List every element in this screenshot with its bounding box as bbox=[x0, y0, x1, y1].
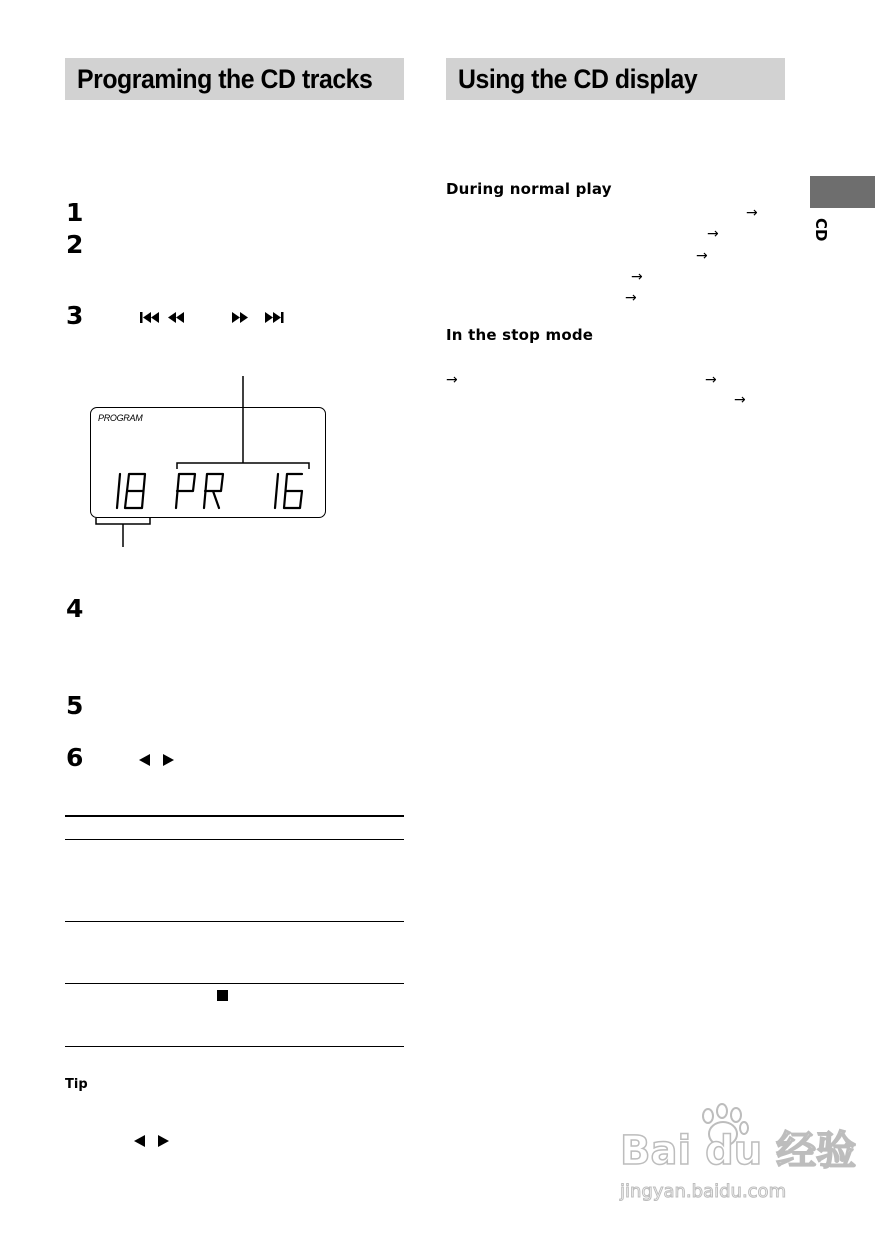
side-tab-label-text: CD bbox=[812, 218, 830, 242]
watermark-url: jingyan.baidu.com bbox=[620, 1181, 787, 1202]
step-number-4: 4 bbox=[66, 594, 84, 623]
baidu-watermark-logo bbox=[618, 1102, 857, 1202]
table-header-rule bbox=[65, 839, 404, 840]
stop-mode-heading: In the stop mode bbox=[446, 326, 594, 344]
watermark-brand: Bai du 经验 bbox=[620, 1128, 857, 1174]
section-title-programing bbox=[65, 58, 404, 100]
side-tab-marker bbox=[810, 176, 875, 208]
step-number-2: 2 bbox=[66, 230, 84, 259]
segment-readout bbox=[108, 468, 318, 516]
step-number-5: 5 bbox=[66, 691, 84, 720]
arrow-icon: → bbox=[705, 372, 717, 388]
skip-search-buttons-icon bbox=[138, 309, 298, 327]
play-pause-icon bbox=[138, 752, 188, 768]
section-title-cd-display-text: Using the CD display bbox=[458, 63, 698, 94]
arrow-icon: → bbox=[696, 248, 708, 264]
table-bottom-rule bbox=[65, 1046, 404, 1047]
normal-play-heading: During normal play bbox=[446, 180, 612, 198]
program-indicator: PROGRAM bbox=[98, 413, 143, 423]
step-number-1: 1 bbox=[66, 198, 84, 227]
tip-label: Tip bbox=[65, 1077, 88, 1092]
tip-play-pause-icon bbox=[133, 1133, 183, 1149]
arrow-icon: → bbox=[746, 205, 758, 221]
section-title-cd-display bbox=[446, 58, 785, 100]
table-row-rule bbox=[65, 921, 404, 922]
arrow-icon: → bbox=[446, 372, 458, 388]
segment-readout-text: 18 PR 16 bbox=[108, 468, 113, 469]
section-title-programing-text: Programing the CD tracks bbox=[77, 63, 373, 94]
arrow-icon: → bbox=[734, 392, 746, 408]
table-row-rule bbox=[65, 983, 404, 984]
step-number-3: 3 bbox=[66, 301, 84, 330]
arrow-icon: → bbox=[707, 226, 719, 242]
table-top-rule bbox=[65, 815, 404, 817]
arrow-icon: → bbox=[631, 269, 643, 285]
stop-icon bbox=[217, 990, 228, 1001]
step-number-6: 6 bbox=[66, 743, 84, 772]
side-tab-label bbox=[812, 218, 832, 248]
arrow-icon: → bbox=[625, 290, 637, 306]
